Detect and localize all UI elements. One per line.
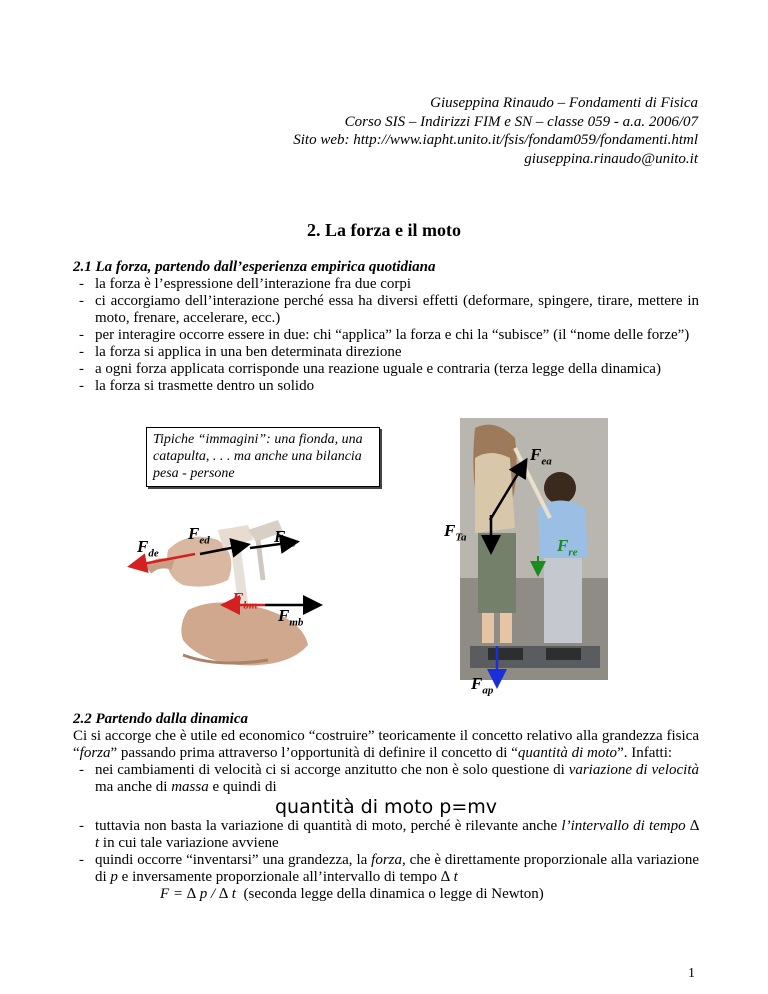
momentum-formula: quantità di moto p=mv <box>274 796 497 818</box>
force-label-fta: $F_{Ta}$ <box>444 521 467 544</box>
section-2-2-intro: Ci si accorge che è utile ed economico “costruire” teoricamente il concetto relativo alla grandezza fisica “forza” passando prima attraverso l’opportunità di definire il concetto di “quantità di moto”. Infatti: <box>73 728 699 761</box>
list-item: - quindi occorre “inventarsi” una grandezza, la forza, che è direttamente proporzionale alla variazione di p e inversamente proporzionale all’intervallo di tempo ∆ t <box>79 852 699 885</box>
force-label-fap: $F_{ap}$ <box>471 674 494 697</box>
newton-law-formula: F = ∆ p / ∆ t (seconda legge della dinamica o legge di Newton) <box>160 886 544 902</box>
force-label-fed: $F_{ed}$ <box>188 524 210 547</box>
page-number: 1 <box>688 966 695 981</box>
list-item: - la forza si applica in una ben determinata direzione <box>79 344 402 360</box>
page-title: 2. La forza e il moto <box>307 220 461 240</box>
list-item: - a ogni forza applicata corrisponde una reazione uguale e contraria (terza legge della dinamica) <box>79 361 661 377</box>
force-label-fmb: $F_{mb}$ <box>278 606 304 629</box>
list-item: - nei cambiamenti di velocità ci si accorge anzitutto che non è solo questione di variazione di velocità ma anche di massa e quindi di <box>79 762 700 795</box>
figure-caption-box: Tipiche “immagini”: una fionda, una catapulta, . . . ma anche una bilancia pesa - persone <box>146 427 380 487</box>
force-label-fbm: $F_{bm}$ <box>232 589 258 612</box>
force-label-fde: $F_{de}$ <box>137 537 159 560</box>
header-author-line: Giuseppina Rinaudo – Fondamenti di Fisica <box>430 95 698 111</box>
list-item: - ci accorgiamo dell’interazione perché essa ha diversi effetti (deformare, spingere, tirare, mettere in moto, frenare, accelerare, ecc.) <box>79 293 699 326</box>
list-item: - la forza si trasmette dentro un solido <box>79 378 315 394</box>
header-course-line: Corso SIS – Indirizzi FIM e SN – classe 059 - a.a. 2006/07 <box>344 113 698 130</box>
list-item: - tuttavia non basta la variazione di quantità di moto, perché è rilevante anche l’intervallo di tempo ∆ t in cui tale variazione avviene <box>79 818 699 851</box>
arrow-fea <box>490 462 525 520</box>
list-item: - la forza è l’espressione dell’interazione fra due corpi <box>79 276 412 292</box>
force-label-fre: $F_{re}$ <box>557 536 578 559</box>
header-website-line[interactable]: Sito web: http://www.iapht.unito.it/fsis/fondam059/fondamenti.html <box>293 132 698 148</box>
list-item: - per interagire occorre essere in due: chi “applica” la forza e chi la “subisce” (il “nome delle forze”) <box>79 327 690 343</box>
section-2-2-heading: 2.2 Partendo dalla dinamica <box>73 711 249 727</box>
section-2-1-heading: 2.1 La forza, partendo dall’esperienza empirica quotidiana <box>73 259 436 275</box>
header-email-line[interactable]: giuseppina.rinaudo@unito.it <box>524 150 698 167</box>
section-2-2 <box>73 711 699 886</box>
force-label-fbe: $F_{be}$ <box>274 527 296 550</box>
force-label-fea: $F_{ea}$ <box>530 445 552 468</box>
